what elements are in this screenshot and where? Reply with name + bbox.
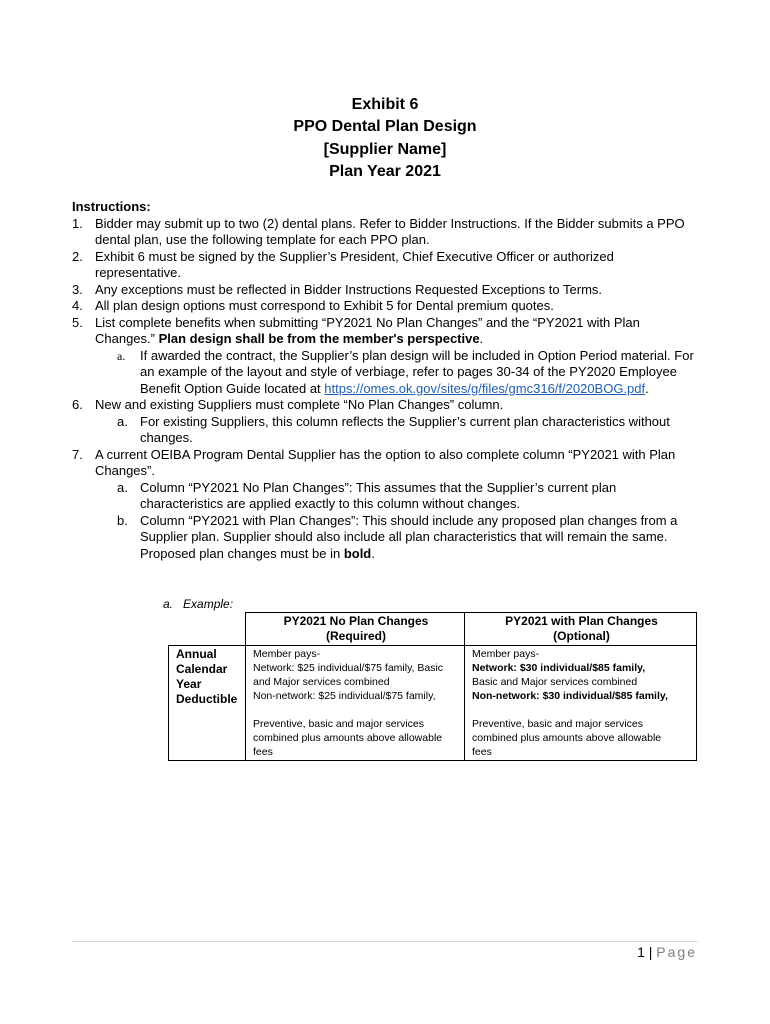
item-number: 7. — [72, 446, 83, 462]
item-text — [95, 315, 698, 348]
instruction-item-1 — [72, 216, 698, 249]
example-text: Example: — [183, 597, 234, 611]
cell-line: combined plus amounts above allowable — [253, 732, 443, 744]
col-header-title: PY2021 with Plan Changes — [505, 614, 658, 628]
page-number: 1 — [637, 944, 645, 960]
page-separator: | — [648, 944, 653, 960]
instruction-item-7 — [72, 447, 698, 480]
title-line-supplier: [Supplier Name] — [323, 140, 447, 158]
item-text-plain: List complete benefits when submitting “PY2021 No Plan Changes” and the “PY2021 with Plan Changes.” — [95, 314, 640, 346]
col-header-with-plan-changes — [465, 613, 697, 646]
col-header-no-plan-changes — [246, 613, 465, 646]
row-header-line: Calendar — [176, 662, 228, 676]
cell-line: Network: $25 individual/$75 family, Basic — [253, 662, 444, 674]
item-number: 5. — [72, 314, 83, 330]
item-text: Any exceptions must be reflected in Bidder Instructions Requested Exceptions to Terms. — [95, 281, 603, 297]
item-text: Exhibit 6 must be signed by the Supplier’s President, Chief Executive Officer or authorized representative. — [95, 248, 614, 280]
instruction-item-2 — [72, 249, 698, 282]
instruction-item-5 — [72, 315, 698, 348]
sub-item-text-plain: Column “PY2021 with Plan Changes”: This should include any proposed plan changes from a Supplier plan. Supplier should also include all plan characteristics that will remain the same. Proposed plan changes must be in — [140, 512, 678, 561]
document-title — [0, 94, 770, 183]
instruction-item-7b — [72, 513, 698, 563]
sub-item-text: Column “PY2021 No Plan Changes”: This assumes that the Supplier’s current plan characteristics are applied exactly to this column without changes. — [140, 479, 617, 511]
cell-with-plan-changes — [465, 646, 697, 761]
sub-item-letter: b. — [117, 512, 128, 528]
item-number: 6. — [72, 397, 83, 412]
sub-item-text-plain: If awarded the contract, the Supplier’s plan design will be included in Option Period material. For an example of the layout and style of verbiage, refer to pages 30-34 of the PY2020 Employee Benefit Option Guide located at — [140, 347, 694, 396]
table-header-row — [169, 613, 697, 646]
sub-item-text-end: . — [371, 545, 375, 561]
table-corner-cell — [169, 613, 246, 646]
cell-line: fees — [472, 746, 492, 758]
item-number: 4. — [72, 298, 83, 313]
page-word: Page — [656, 944, 697, 960]
item-text: A current OEIBA Program Dental Supplier has the option to also complete column “PY2021 with Plan Changes”. — [95, 446, 676, 478]
sub-item-letter: a. — [117, 413, 128, 429]
sub-item-letter: a. — [117, 348, 126, 363]
example-table — [168, 612, 697, 761]
row-header-deductible — [169, 646, 246, 761]
sub-item-text: For existing Suppliers, this column reflects the Supplier’s current plan characteristics without changes. — [140, 413, 670, 445]
cell-line: Non-network: $25 individual/$75 family, — [253, 690, 436, 702]
cell-line: Member pays- — [472, 648, 540, 660]
sub-item-letter: a. — [117, 479, 128, 495]
item-text: Bidder may submit up to two (2) dental plans. Refer to Bidder Instructions. If the Bidder submits a PPO dental plan, use the following template for each PPO plan. — [95, 215, 685, 247]
cell-line: and Major services combined — [253, 676, 390, 688]
row-header-line: Annual — [176, 647, 217, 661]
instruction-item-7a — [72, 480, 698, 513]
cell-line-bold: Non-network: $30 individual/$85 family, — [472, 690, 668, 702]
item-text: All plan design options must correspond to Exhibit 5 for Dental premium quotes. — [95, 298, 554, 313]
cell-line: Member pays- — [253, 648, 321, 660]
cell-line: Preventive, basic and major services — [253, 718, 424, 730]
cell-line: combined plus amounts above allowable — [472, 732, 662, 744]
cell-line: Basic and Major services combined — [472, 676, 638, 688]
sub-item-text-bold: bold — [343, 545, 372, 561]
item-text-end: . — [479, 331, 484, 346]
instruction-item-6 — [72, 397, 698, 414]
sub-item-text-end: . — [645, 380, 649, 396]
bog-pdf-link[interactable]: https://omes.ok.gov/sites/g/files/gmc316/f/2020BOG.pdf — [324, 380, 646, 396]
item-number: 3. — [72, 281, 83, 297]
instruction-item-3 — [72, 282, 698, 299]
instructions-heading: Instructions: — [72, 199, 151, 214]
instructions-section — [72, 199, 698, 562]
sub-item-text — [140, 348, 698, 398]
col-header-title: PY2021 No Plan Changes — [283, 614, 429, 628]
item-number: 1. — [72, 215, 83, 231]
title-line-exhibit: Exhibit 6 — [351, 96, 419, 113]
table-row — [169, 646, 697, 761]
example-label — [163, 597, 233, 611]
col-header-subtitle: (Optional) — [553, 629, 610, 643]
cell-line-bold: Network: $30 individual/$85 family, — [472, 662, 646, 674]
row-header-line: Year — [176, 677, 202, 691]
title-line-plan-year: Plan Year 2021 — [329, 162, 441, 180]
item-text: New and existing Suppliers must complete “No Plan Changes” column. — [95, 397, 504, 412]
cell-no-plan-changes — [246, 646, 465, 761]
page-footer — [637, 944, 697, 960]
instruction-item-6a — [72, 414, 698, 447]
instruction-item-4 — [72, 298, 698, 315]
item-number: 2. — [72, 248, 83, 264]
item-text-bold: Plan design shall be from the member's perspective — [158, 331, 480, 346]
footer-divider — [72, 941, 698, 942]
col-header-subtitle: (Required) — [326, 629, 386, 643]
cell-line: Preventive, basic and major services — [472, 718, 643, 730]
example-letter: a. — [163, 597, 174, 611]
cell-line: fees — [253, 746, 273, 758]
row-header-line: Deductible — [176, 692, 238, 706]
sub-item-text — [140, 513, 698, 563]
instruction-item-5a — [72, 348, 698, 398]
title-line-plan-design: PPO Dental Plan Design — [293, 118, 477, 136]
